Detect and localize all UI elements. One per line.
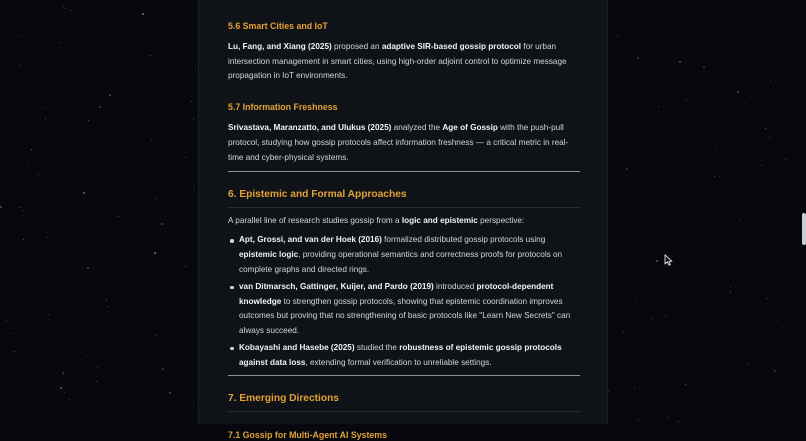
star-dot	[156, 335, 157, 336]
star-dot	[56, 68, 57, 69]
star-dot	[92, 50, 93, 51]
star-dot	[714, 176, 715, 177]
star-dot	[715, 146, 716, 147]
star-dot	[634, 387, 635, 388]
star-dot	[185, 266, 186, 267]
star-dot	[23, 239, 24, 240]
star-dot	[106, 300, 107, 301]
star-dot	[4, 423, 5, 424]
star-dot	[48, 314, 49, 315]
star-dot	[88, 120, 89, 121]
star-dot	[686, 100, 687, 101]
star-dot	[0, 206, 2, 208]
star-dot	[725, 44, 726, 45]
subsection-heading-7-1: 7.1 Gossip for Multi-Agent AI Systems	[228, 429, 388, 440]
star-dot	[162, 368, 164, 370]
star-dot	[658, 106, 659, 107]
star-dot	[154, 252, 156, 254]
page-scrollbar-thumb[interactable]	[802, 213, 806, 245]
star-dot	[688, 401, 689, 402]
mouse-pointer-icon	[664, 254, 673, 266]
star-dot	[636, 300, 637, 301]
section-divider	[228, 171, 580, 172]
star-dot	[60, 66, 61, 67]
star-dot	[169, 392, 171, 394]
star-dot	[665, 315, 666, 316]
star-dot	[711, 306, 712, 307]
star-dot	[69, 207, 70, 208]
star-dot	[608, 391, 609, 392]
star-dot	[628, 293, 629, 294]
star-dot	[31, 149, 32, 150]
star-dot	[756, 411, 757, 412]
star-dot	[23, 210, 24, 211]
star-dot	[62, 373, 64, 375]
star-dot	[187, 312, 188, 313]
paragraph-5-6: Lu, Fang, and Xiang (2025) proposed an adaptive SIR-based gossip protocol for urban intersection management in smart cities, using high-order adjoint control to optimize message propagation in IoT environments.	[228, 41, 567, 81]
star-dot	[195, 70, 196, 71]
star-dot	[667, 417, 668, 418]
star-dot	[150, 55, 151, 56]
article-panel	[198, 0, 608, 440]
star-dot	[761, 165, 762, 166]
star-dot	[747, 364, 748, 365]
star-dot	[678, 421, 679, 422]
star-dot	[623, 331, 624, 332]
star-dot	[730, 292, 731, 293]
star-dot	[48, 299, 49, 300]
star-dot	[96, 381, 97, 382]
star-dot	[82, 174, 83, 175]
star-dot	[767, 298, 768, 299]
star-dot	[59, 42, 60, 43]
star-dot	[773, 218, 774, 219]
star-dot	[87, 267, 89, 269]
star-dot	[27, 162, 28, 163]
star-dot	[38, 174, 39, 175]
star-dot	[733, 394, 734, 395]
star-dot	[161, 223, 163, 225]
star-dot	[65, 8, 66, 9]
star-dot	[617, 35, 618, 36]
star-dot	[785, 159, 786, 160]
star-dot	[64, 392, 65, 393]
star-dot	[151, 140, 152, 141]
star-dot	[674, 125, 675, 126]
star-dot	[193, 402, 194, 403]
star-dot	[685, 384, 686, 385]
star-dot	[637, 57, 639, 59]
star-dot	[20, 207, 21, 208]
star-dot	[730, 287, 731, 288]
star-dot	[750, 97, 751, 98]
star-dot	[60, 387, 62, 389]
star-dot	[6, 320, 7, 321]
star-dot	[652, 318, 653, 319]
star-dot	[13, 333, 14, 334]
star-dot	[118, 139, 119, 140]
star-dot	[737, 91, 739, 93]
star-dot	[21, 36, 22, 37]
star-dot	[739, 219, 740, 220]
star-dot	[191, 101, 192, 102]
epistemic-list	[228, 233, 580, 370]
star-dot	[148, 278, 149, 279]
star-dot	[41, 149, 42, 150]
star-dot	[109, 94, 111, 96]
star-dot	[45, 108, 46, 109]
section-heading-7: 7. Emerging Directions	[228, 392, 339, 404]
star-dot	[150, 128, 151, 129]
heading-underline	[228, 411, 580, 412]
list-item: Apt, Grossi, and van der Hoek (2016) formalized distributed gossip protocols using epistemic logic, providing operational semantics and correctness proofs for protocols on complete graphs and directed rings.	[239, 233, 580, 277]
star-dot	[770, 80, 771, 81]
star-dot	[14, 351, 15, 352]
list-item: Kobayashi and Hasebe (2025) studied the robustness of epistemic gossip protocols against data loss, extending formal verification to unreliable settings.	[239, 341, 580, 371]
star-dot	[719, 142, 720, 143]
star-dot	[83, 192, 85, 194]
star-dot	[703, 66, 705, 68]
star-dot	[86, 355, 87, 356]
section-divider	[228, 375, 580, 376]
paragraph-5-7: Srivastava, Maranzatto, and Ulukus (2025) analyzed the Age of Gossip with the push-pull protocol, studying how gossip protocols affect information freshness — a critical metric in real-time and cyber-physical systems.	[228, 123, 569, 162]
list-item: van Ditmarsch, Gattinger, Kuijer, and Pardo (2019) introduced protocol-dependent knowledge to strengthen gossip protocols, showing that epistemic coordination improves outcomes but proving that no strengthening of basic protocols like "Learn New Secrets" can always succeed.	[239, 280, 580, 339]
star-dot	[769, 137, 770, 138]
star-dot	[656, 260, 658, 262]
intro-tail-paragraph	[228, 0, 580, 4]
star-dot	[29, 186, 30, 187]
star-dot	[118, 216, 119, 217]
star-dot	[45, 118, 46, 119]
star-dot	[97, 367, 98, 368]
star-dot	[193, 119, 194, 120]
section-heading-6: 6. Epistemic and Formal Approaches	[228, 188, 407, 200]
star-dot	[626, 168, 628, 170]
star-dot	[774, 370, 776, 372]
star-dot	[638, 419, 639, 420]
star-dot	[47, 237, 48, 238]
star-dot	[679, 61, 681, 63]
star-dot	[108, 306, 109, 307]
star-dot	[194, 187, 195, 188]
star-dot	[609, 368, 610, 369]
star-dot	[99, 106, 101, 108]
star-dot	[719, 176, 720, 177]
star-dot	[69, 399, 70, 400]
star-dot	[70, 10, 71, 11]
star-dot	[155, 198, 156, 199]
subsection-heading-5-6: 5.6 Smart Cities and IoT	[228, 20, 328, 31]
heading-underline	[228, 207, 580, 208]
star-dot	[783, 326, 784, 327]
star-dot	[142, 13, 144, 15]
star-dot	[765, 128, 766, 129]
star-dot	[185, 157, 186, 158]
section-6-intro: A parallel line of research studies gossip from a logic and epistemic perspective:	[228, 215, 525, 225]
article-content	[228, 0, 580, 441]
star-dot	[63, 6, 64, 7]
star-dot	[19, 65, 20, 66]
subsection-heading-5-7: 5.7 Information Freshness	[228, 102, 338, 113]
